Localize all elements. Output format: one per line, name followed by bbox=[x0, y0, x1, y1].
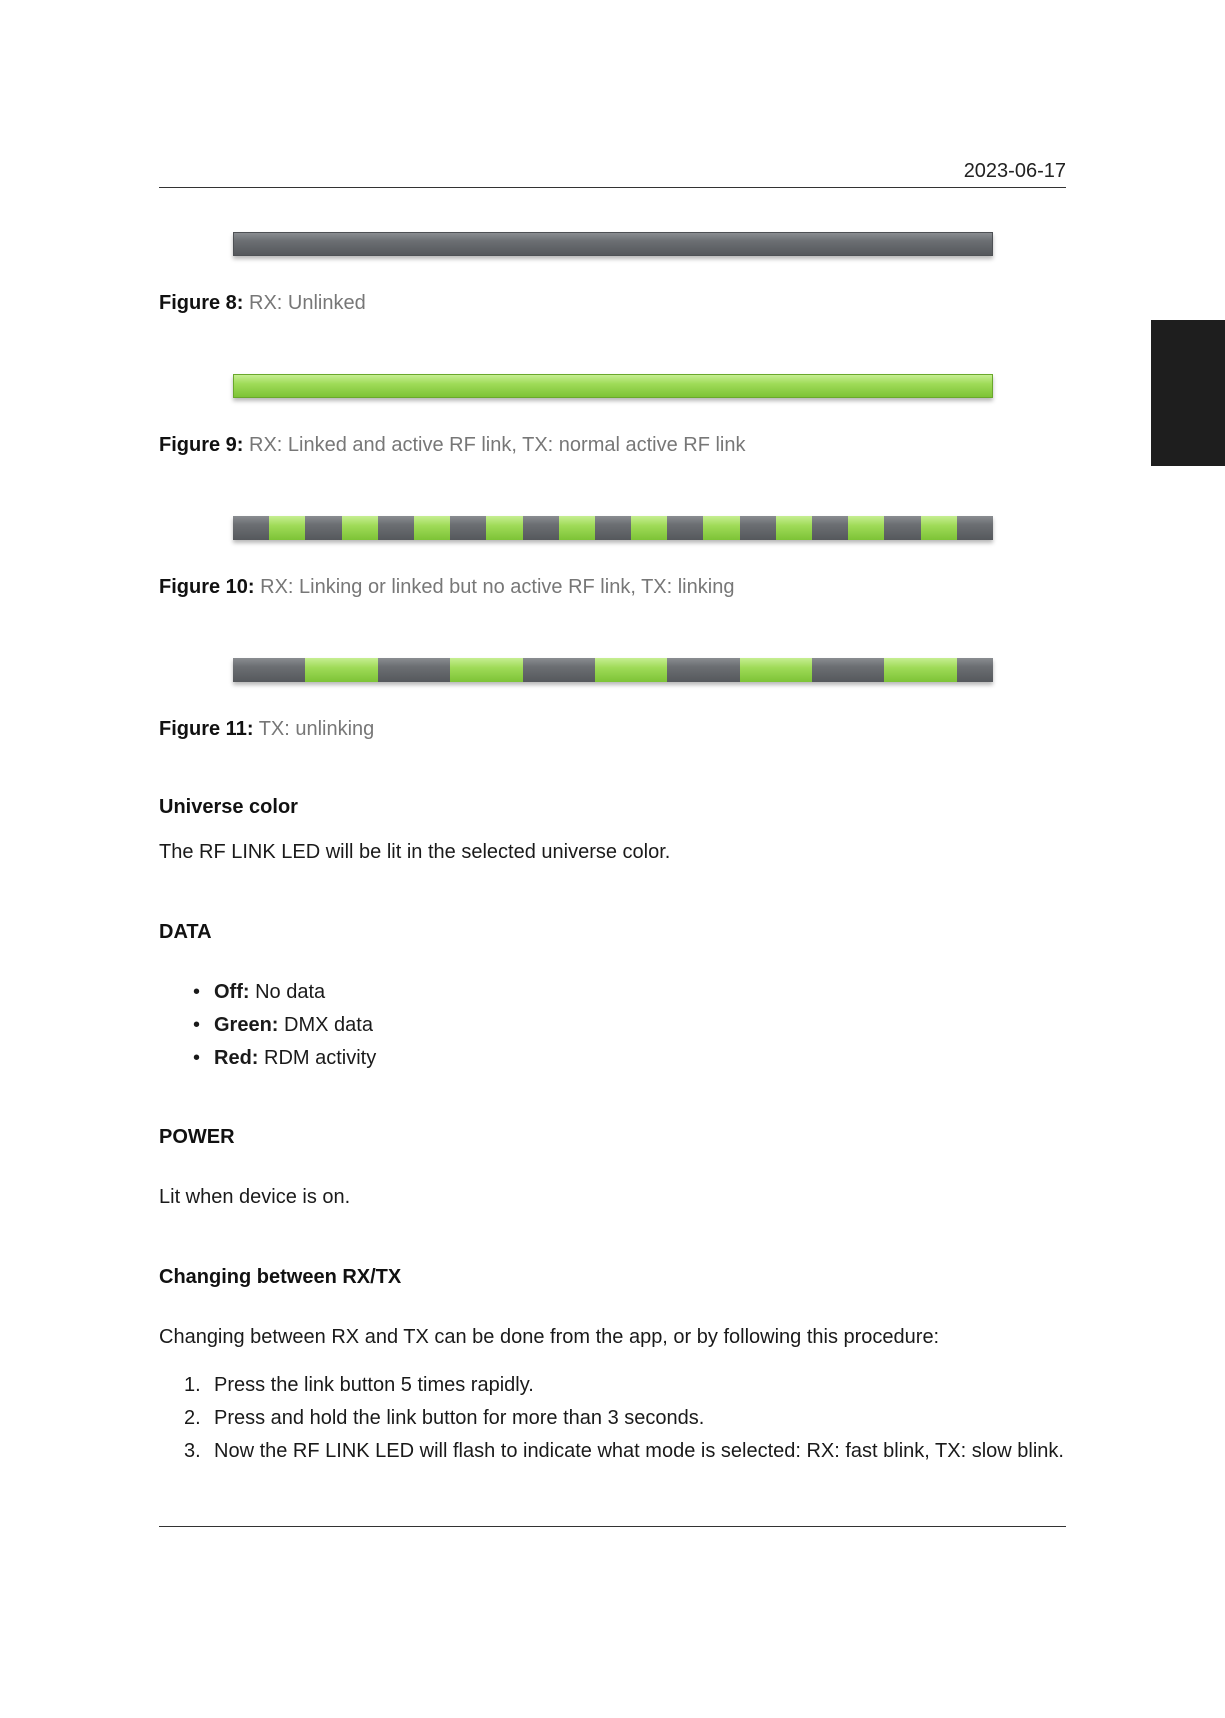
led-segment-on bbox=[559, 516, 595, 540]
step-text: Press and hold the link button for more than 3 seconds. bbox=[214, 1407, 705, 1429]
led-segment-on bbox=[740, 658, 812, 682]
led-segment-on bbox=[884, 658, 956, 682]
data-heading: DATA bbox=[159, 921, 212, 943]
led-segment-off bbox=[667, 658, 739, 682]
figure-caption-text: RX: Linking or linked but no active RF link, TX: linking bbox=[260, 576, 735, 598]
led-segment-off bbox=[305, 516, 341, 540]
figure-11-caption bbox=[159, 718, 374, 741]
led-bar-linked-active bbox=[233, 374, 993, 398]
led-segment-on bbox=[414, 516, 450, 540]
list-desc: DMX data bbox=[278, 1014, 373, 1036]
list-term: Red: bbox=[214, 1047, 259, 1069]
led-segment-off bbox=[450, 516, 486, 540]
list-item bbox=[214, 1009, 376, 1042]
list-item bbox=[184, 1402, 1124, 1435]
list-item bbox=[184, 1435, 1124, 1468]
led-segment-off bbox=[595, 516, 631, 540]
figure-10-caption bbox=[159, 576, 734, 599]
power-heading: POWER bbox=[159, 1126, 235, 1148]
header-date: 2023-06-17 bbox=[963, 160, 1066, 182]
figure-caption-text: RX: Linked and active RF link, TX: normal active RF link bbox=[249, 434, 746, 456]
led-segment-off bbox=[233, 658, 305, 682]
led-segment-off bbox=[233, 516, 269, 540]
led-segment-off bbox=[884, 516, 920, 540]
list-desc: RDM activity bbox=[258, 1047, 377, 1069]
led-segment-on bbox=[848, 516, 884, 540]
figure-label: Figure 10: bbox=[159, 576, 255, 598]
changing-intro: Changing between RX and TX can be done from the app, or by following this procedure: bbox=[159, 1326, 940, 1348]
footer-rule bbox=[159, 1526, 1066, 1527]
figure-label: Figure 8: bbox=[159, 292, 244, 314]
led-segment-on bbox=[342, 516, 378, 540]
led-bar-fast-blink bbox=[233, 516, 993, 540]
led-segment-off bbox=[523, 658, 595, 682]
step-number: 1. bbox=[184, 1374, 201, 1396]
led-segment-off bbox=[957, 516, 993, 540]
led-segment-off bbox=[812, 516, 848, 540]
led-segment-off bbox=[740, 516, 776, 540]
figure-caption-text: RX: Unlinked bbox=[249, 292, 366, 314]
led-bar-unlinked bbox=[233, 232, 993, 256]
led-segment-on bbox=[703, 516, 739, 540]
led-bar-slow-blink bbox=[233, 658, 993, 682]
universe-color-text: The RF LINK LED will be lit in the selected universe color. bbox=[159, 841, 671, 863]
list-item bbox=[214, 1042, 376, 1075]
figure-label: Figure 9: bbox=[159, 434, 244, 456]
figure-label: Figure 11: bbox=[159, 718, 254, 740]
list-term: Off: bbox=[214, 981, 250, 1003]
figure-caption-text: TX: unlinking bbox=[258, 718, 375, 740]
list-term: Green: bbox=[214, 1014, 279, 1036]
procedure-steps bbox=[159, 1369, 1124, 1468]
list-item bbox=[214, 976, 376, 1009]
figure-8-caption bbox=[159, 292, 366, 315]
step-number: 3. bbox=[184, 1440, 201, 1462]
led-segment-on bbox=[450, 658, 522, 682]
led-segment-off bbox=[812, 658, 884, 682]
led-segment-on bbox=[776, 516, 812, 540]
step-number: 2. bbox=[184, 1407, 201, 1429]
figure-9-caption bbox=[159, 434, 746, 457]
list-desc: No data bbox=[249, 981, 326, 1003]
led-segment-on bbox=[305, 658, 377, 682]
list-item bbox=[184, 1369, 1124, 1402]
changing-heading: Changing between RX/TX bbox=[159, 1266, 402, 1288]
led-segment-on bbox=[486, 516, 522, 540]
led-segment-off bbox=[523, 516, 559, 540]
step-text: Press the link button 5 times rapidly. bbox=[214, 1374, 534, 1396]
led-segment-off bbox=[378, 658, 450, 682]
step-text: Now the RF LINK LED will flash to indicate what mode is selected: RX: fast blink, TX: slow blink. bbox=[214, 1440, 1064, 1462]
led-segment-off bbox=[378, 516, 414, 540]
power-text: Lit when device is on. bbox=[159, 1186, 351, 1208]
header-rule bbox=[159, 187, 1066, 188]
led-segment-off bbox=[957, 658, 993, 682]
universe-color-heading: Universe color bbox=[159, 796, 298, 818]
led-segment-on bbox=[595, 658, 667, 682]
data-list bbox=[159, 976, 376, 1075]
chapter-side-tab bbox=[1151, 320, 1225, 466]
led-segment-off bbox=[667, 516, 703, 540]
led-segment-on bbox=[631, 516, 667, 540]
led-segment-on bbox=[921, 516, 957, 540]
led-segment-on bbox=[269, 516, 305, 540]
